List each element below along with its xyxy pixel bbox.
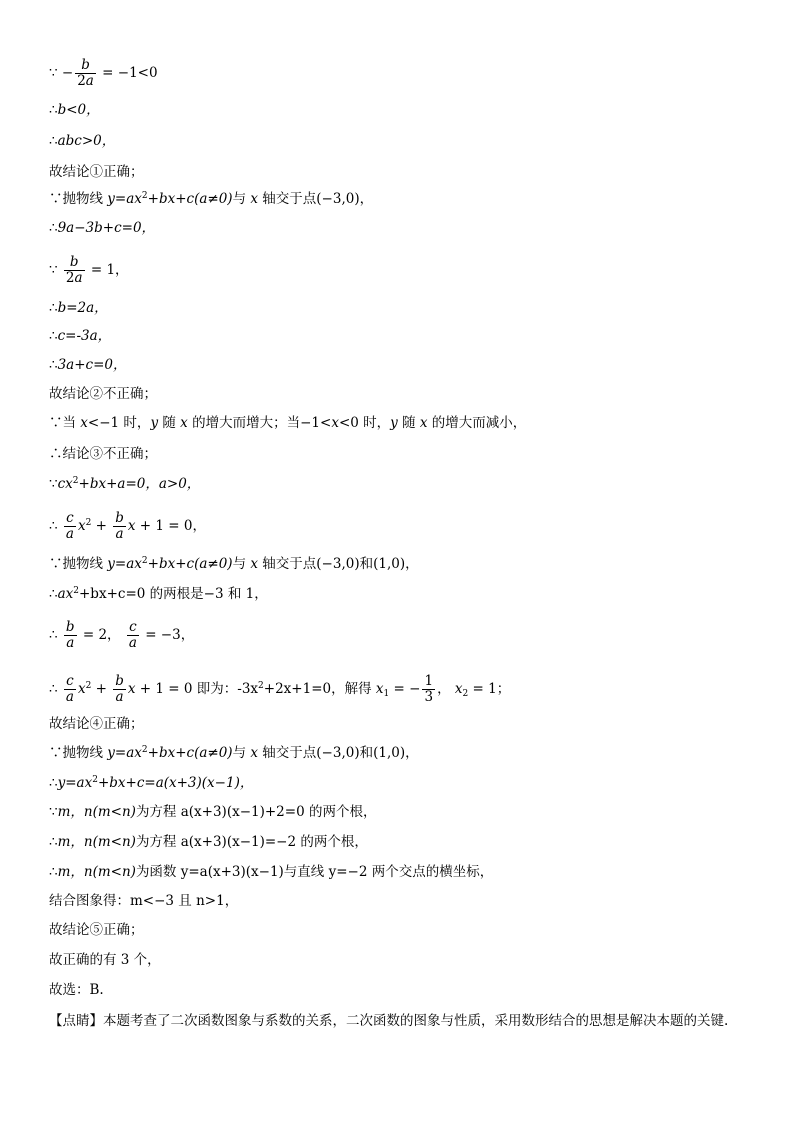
line-6: ∴9a−3b+c=0， — [49, 220, 156, 236]
line-20: 故结论④正确； — [49, 716, 144, 732]
fraction: $\frac{c}{a}$ — [65, 510, 74, 542]
line-21: ∵抛物线 $y=ax^2+bx+c(a\ne 0)$与 x 轴交于点(−3,0)和(1,0)， — [49, 745, 419, 761]
line-27: 故结论⑤正确； — [49, 922, 144, 938]
line-19: ∴ $\frac{c}{a}$ $x^2$ + $\frac{b}{a}$ x + 1 = 0 即为：$-3x^2+2x+1=0$，解得 $x_1$ = − $\frac{1}{3}$ ， $x_2 = 1$； — [49, 673, 511, 705]
fraction: $\frac{c}{a}$ — [65, 673, 74, 705]
fraction: $\frac{b}{a}$ — [65, 619, 75, 651]
line-9: ∴c=-3a， — [49, 328, 112, 344]
line-12: ∵当 x<−1 时，y 随 x 的增大而增大；当−1<x<0 时，y 随 x 的增大而减小， — [49, 415, 527, 431]
line-1: ∵ − $\frac{b}{2a}$ = −1<0 — [49, 57, 158, 89]
line-13: ∴结论③不正确； — [49, 446, 157, 462]
line-8: ∴b=2a， — [49, 300, 108, 316]
line-17: $\therefore ax^2+bx+c=0$ 的两根是−3 和 1， — [49, 586, 268, 602]
line-15: ∴ $\frac{c}{a}$ $x^2$ + $\frac{b}{a}$ x + 1 = 0， — [49, 510, 206, 542]
line-5: ∵抛物线 $y=ax^2+bx+c(a\ne 0)$与 x 轴交于点(−3,0)， — [49, 191, 374, 207]
line-4: 故结论①正确； — [49, 164, 144, 180]
fraction: $\frac{1}{3}$ — [424, 673, 434, 705]
line-25: ∴m，n(m<n)为函数 y=a(x+3)(x−1)与直线 y=−2 两个交点的横坐标， — [49, 864, 494, 880]
line-16: ∵抛物线 $y=ax^2+bx+c(a\ne 0)$与 x 轴交于点(−3,0)和(1,0)， — [49, 556, 419, 572]
line-26: 结合图象得：m<−3 且 n>1， — [49, 893, 239, 909]
line-23: ∵m，n(m<n)为方程 a(x+3)(x−1)+2=0 的两个根， — [49, 804, 377, 820]
line-2: ∴b<0， — [49, 102, 100, 118]
line-14: $\because cx^2+bx+a=0$，a>0， — [49, 476, 201, 492]
key-point-note: 【点睛】本题考查了二次函数图象与系数的关系，二次函数的图象与性质，采用数形结合的思想是解决本题的关键. — [49, 1013, 729, 1029]
line-29: 故选：B. — [49, 982, 104, 998]
fraction: $\frac{c}{a}$ — [128, 619, 137, 651]
line-18: ∴ $\frac{b}{a}$ = 2， $\frac{c}{a}$ = −3， — [49, 619, 195, 651]
line-11: 故结论②不正确； — [49, 386, 157, 402]
fraction: $\frac{b}{2a}$ — [77, 57, 94, 89]
fraction: $\frac{b}{2a}$ — [65, 254, 83, 286]
line-10: ∴3a+c=0， — [49, 357, 127, 373]
line-28: 故正确的有 3 个， — [49, 952, 161, 968]
line-3: ∴abc>0， — [49, 133, 116, 149]
line-7: ∵ $\frac{b}{2a}$ = 1， — [49, 254, 129, 286]
line-24: ∴m，n(m<n)为方程 a(x+3)(x−1)=−2 的两个根， — [49, 834, 368, 850]
fraction: $\frac{b}{a}$ — [115, 673, 124, 705]
fraction: $\frac{b}{a}$ — [115, 510, 124, 542]
line-22: $\therefore y=ax^2+bx+c=a(x+3)(x-1)$， — [49, 775, 254, 791]
